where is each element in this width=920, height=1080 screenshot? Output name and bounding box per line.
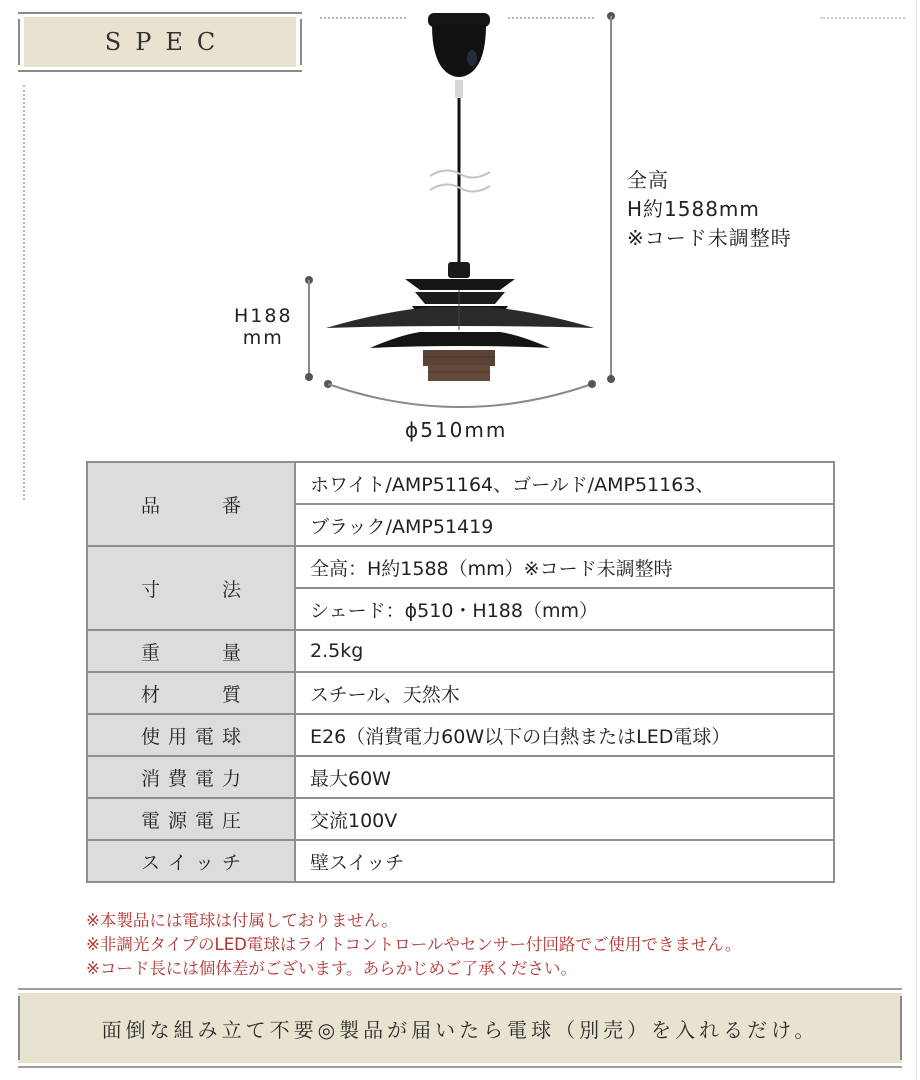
header-char: 消 <box>141 767 161 790</box>
header-char: 電 <box>194 767 214 790</box>
shade-height-unit: mm <box>242 327 284 349</box>
header-char: チ <box>221 851 241 874</box>
note-line: ※コード長には個体差がございます。あらかじめご了承ください。 <box>86 959 578 978</box>
table-row <box>87 798 834 840</box>
header-char: 圧 <box>221 809 241 832</box>
shade-height-label <box>234 305 293 349</box>
header-char: 用 <box>167 725 187 748</box>
row-header-weight <box>87 630 295 672</box>
cell-product-number: ブラック/AMP51419 <box>295 504 834 546</box>
header-char: 力 <box>221 767 241 790</box>
total-height-label <box>627 166 792 253</box>
table-row <box>87 714 834 756</box>
row-header-material <box>87 672 295 714</box>
note-line: ※非調光タイプのLED電球はライトコントロールやセンサー付回路でご使用できません。 <box>86 935 742 954</box>
cell-weight: 2.5kg <box>295 630 834 672</box>
spec-title: SPEC <box>104 28 230 56</box>
row-header-dimensions <box>87 546 295 630</box>
table-row <box>87 546 834 588</box>
row-header-voltage <box>87 798 295 840</box>
lamp-shade-icon <box>326 262 594 381</box>
header-char: ッ <box>194 851 214 874</box>
notes-block <box>86 909 741 981</box>
total-height-caption: 全高 <box>627 168 669 192</box>
cell-power-consumption: 最大60W <box>295 756 834 798</box>
cell-switch: 壁スイッチ <box>295 840 834 882</box>
table-row <box>87 672 834 714</box>
total-height-note: ※コード未調整時 <box>627 226 792 250</box>
header-char: 品 <box>141 494 161 517</box>
header-char: 費 <box>167 767 187 790</box>
header-char: 寸 <box>141 578 161 601</box>
spec-table <box>86 461 835 883</box>
header-char: 電 <box>141 809 161 832</box>
table-row <box>87 756 834 798</box>
header-char: 重 <box>141 641 161 664</box>
banner-rule-bottom <box>18 1066 902 1068</box>
header-char: 材 <box>141 683 161 706</box>
row-header-switch <box>87 840 295 882</box>
header-char: 質 <box>221 683 241 706</box>
cell-dimensions: 全高：H約1588（mm）※コード未調整時 <box>295 546 834 588</box>
shade-width-dimension <box>324 380 596 407</box>
note-line: ※本製品には電球は付属しておりません。 <box>86 911 398 930</box>
banner-rule-top <box>18 988 902 990</box>
banner-side-right <box>900 996 902 1060</box>
header-char: 量 <box>221 641 241 664</box>
header-char: 球 <box>221 725 241 748</box>
table-row <box>87 462 834 504</box>
cell-dimensions: シェード：ϕ510・H188（mm） <box>295 588 834 630</box>
shade-height-value: H188 <box>234 305 293 327</box>
footer-banner <box>18 988 902 1068</box>
table-row <box>87 840 834 882</box>
row-header-product-number <box>87 462 295 546</box>
total-height-value: H約1588mm <box>627 197 760 221</box>
banner-side-left <box>18 996 20 1060</box>
banner-fill <box>18 993 902 1063</box>
header-char: ス <box>141 851 161 874</box>
shade-width-label: ϕ510mm <box>405 418 508 442</box>
header-char: 使 <box>141 725 161 748</box>
total-height-dimension <box>607 12 615 383</box>
header-char: 電 <box>194 725 214 748</box>
cell-bulb: E26（消費電力60W以下の白熱またはLED電球） <box>295 714 834 756</box>
footer-banner-text: 面倒な組み立て不要◎製品が届いたら電球（別売）を入れるだけ。 <box>101 1017 819 1042</box>
shade-height-dimension <box>305 276 313 381</box>
table-row <box>87 630 834 672</box>
header-char: 源 <box>167 809 187 832</box>
header-char: 電 <box>194 809 214 832</box>
row-header-power-consumption <box>87 756 295 798</box>
cell-material: スチール、天然木 <box>295 672 834 714</box>
header-char: 番 <box>221 494 241 517</box>
header-char: イ <box>167 851 187 874</box>
cell-voltage: 交流100V <box>295 798 834 840</box>
row-header-bulb <box>87 714 295 756</box>
cell-product-number: ホワイト/AMP51164、ゴールド/AMP51163、 <box>295 462 834 504</box>
header-char: 法 <box>221 578 241 601</box>
ceiling-canopy-icon <box>428 13 490 98</box>
